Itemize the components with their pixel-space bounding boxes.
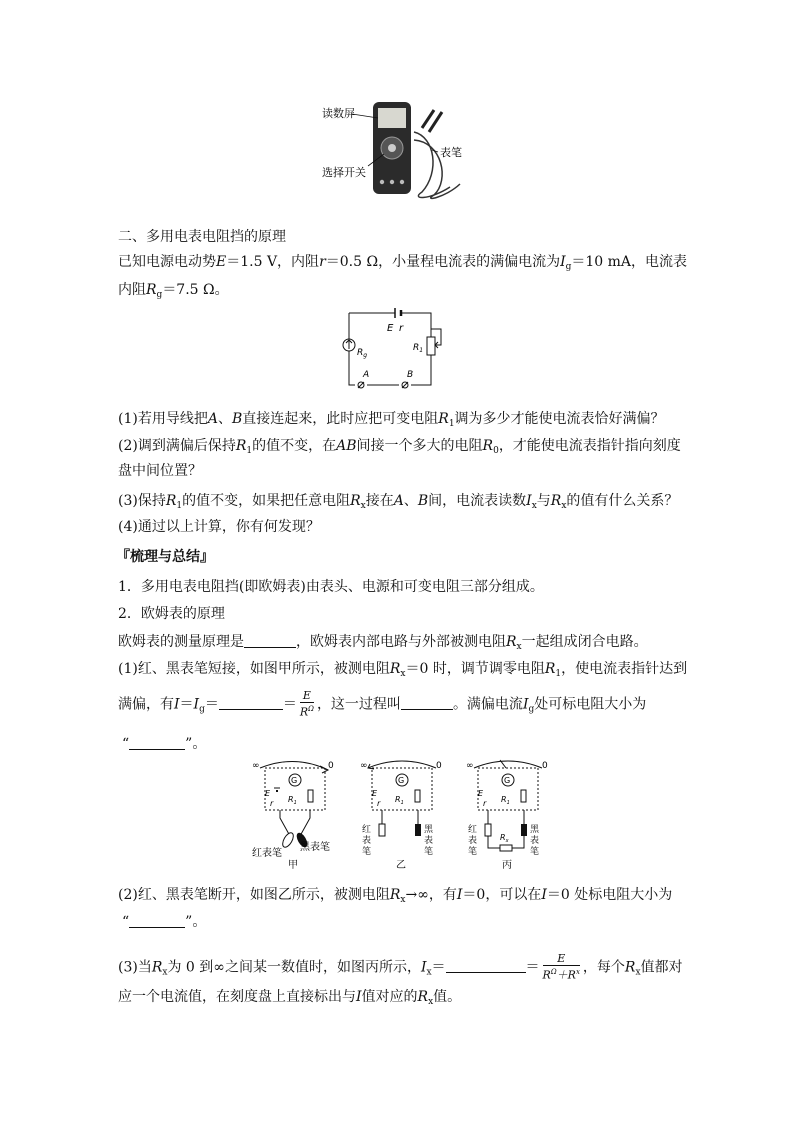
step-3: (3)当$R_x$为 0 到∞之间某一数值时，如图丙所示，$I_x=$ ＝ $\frac{E}{R^\Omega+R^x}$ ，每个$R_x$值都对	[118, 952, 683, 982]
switch-label: 选择开关	[322, 166, 366, 179]
svg-text:笔: 笔	[424, 847, 434, 857]
caption-bing: 丙	[502, 860, 512, 871]
caption-yi: 乙	[396, 860, 406, 871]
question-2: (2)调到满偏后保持$R_1$的值不变，在AB间接一个多大的电阻$R_0$，才能使电流表指针指向刻度	[118, 438, 681, 456]
svg-text:r: r	[377, 799, 381, 808]
svg-text:表: 表	[468, 836, 478, 846]
step-1: (1)红、黑表笔短接，如图甲所示，被测电阻$R_x=0$ 时，调节调零电阻$R_1$，使电流表指针达到	[118, 661, 688, 679]
ohmmeter-principle: 欧姆表的测量原理是 ，欧姆表内部电路与外部被测电阻$R_x$一起组成闭合电路。	[118, 634, 648, 652]
svg-text:R1: $R_1$	[395, 795, 404, 806]
svg-text:G: G	[398, 776, 405, 785]
panel-bing	[466, 760, 548, 871]
svg-text:Rg: $R_g$	[357, 348, 368, 359]
svg-text:红: 红	[468, 825, 478, 835]
svg-text:笔: 笔	[362, 847, 372, 857]
step-1-answer: “ ”。	[122, 736, 207, 752]
summary-point-2: 2．欧姆表的原理	[118, 606, 225, 622]
variable-resistor-r1	[427, 337, 435, 355]
svg-text:∞: ∞	[252, 761, 260, 771]
question-2-cont: 盘中间位置？	[118, 463, 202, 479]
step-2: (2)红、黑表笔断开，如图乙所示，被测电阻$R_x\to\infty$，有I＝0，可以在I＝0 处标电阻大小为	[118, 887, 673, 905]
intro-line-2: 内阻$R_g=7.5$ Ω。	[118, 282, 229, 300]
panel-yi	[360, 761, 442, 871]
step-1-cont: 满偏，有$I=I_g=$ ＝ $\frac{E}{R^\Omega}$ ，这一过程叫 。满偏电流$I_g$处可标电阻大小为	[118, 689, 647, 719]
ohmmeter-figures	[250, 758, 550, 873]
svg-text:R1: $R_1$	[288, 795, 297, 806]
svg-text:∞: ∞	[360, 761, 368, 771]
question-4: (4)通过以上计算，你有何发现？	[118, 519, 320, 535]
screen-label: 读数屏	[322, 107, 355, 120]
intro-line-1: 已知电源电动势E＝1.5 V，内阻r＝0.5 Ω，小量程电流表的满偏电流为$I_g=10$ mA，电流表	[118, 254, 688, 272]
step-3-cont: 应一个电流值，在刻度盘上直接标出与I值对应的$R_x$值。	[118, 989, 462, 1007]
svg-text:E: E	[265, 789, 271, 798]
summary-point-1: 1．多用电表电阻挡(即欧姆表)由表头、电源和可变电阻三部分组成。	[118, 579, 544, 595]
svg-text:黑表笔: 黑表笔	[300, 842, 330, 853]
selector-knob	[388, 144, 396, 152]
red-probe	[281, 831, 296, 849]
svg-text:表: 表	[362, 836, 372, 846]
svg-text:表: 表	[424, 836, 434, 846]
svg-text:0: 0	[328, 761, 334, 771]
svg-text:R1: $R_1$	[413, 343, 424, 354]
circuit-diagram	[335, 305, 470, 400]
step-2-answer: “ ”。	[122, 914, 207, 930]
blank-current-expression[interactable]	[446, 960, 526, 973]
label-a: A	[363, 370, 370, 380]
svg-text:r: r	[399, 323, 404, 334]
caption-jia: 甲	[288, 860, 298, 871]
blank-principle[interactable]	[244, 635, 296, 648]
blank-full-scale-value[interactable]	[129, 737, 185, 750]
section-heading: 二、多用电表电阻挡的原理	[118, 229, 286, 245]
svg-text:E: E	[372, 789, 378, 798]
blank-internal-resistance[interactable]	[219, 697, 283, 710]
svg-text:E: E	[478, 789, 484, 798]
probe-lead-1	[414, 132, 450, 197]
svg-text:笔: 笔	[530, 847, 540, 857]
summary-heading: 『梳理与总结』	[116, 549, 214, 565]
blank-open-circuit-value[interactable]	[129, 915, 185, 928]
svg-text:0: 0	[542, 761, 548, 771]
question-3: (3)保持$R_1$的值不变，如果把任意电阻$R_x$接在A、B间，电流表读数$I_x$与$R_x$的值有什么关系？	[118, 493, 679, 511]
panel-jia	[252, 761, 334, 871]
fraction-e-over-r: $\frac{E}{R^\Omega}$	[299, 689, 314, 719]
label-b: B	[407, 370, 414, 380]
svg-text:G: G	[291, 776, 298, 785]
svg-text:红表笔: 红表笔	[252, 848, 282, 859]
fraction-e-over-sum: $\frac{E}{R^\Omega+R^x}$	[542, 952, 580, 982]
svg-text:∞: ∞	[466, 761, 474, 771]
svg-text:R1: $R_1$	[501, 795, 510, 806]
svg-text:表: 表	[530, 836, 540, 846]
multimeter-screen	[378, 108, 406, 128]
svg-text:r: r	[270, 799, 274, 808]
svg-text:E: E	[387, 323, 394, 334]
svg-text:Rx: $R_x$	[500, 833, 509, 844]
svg-text:笔: 笔	[468, 847, 478, 857]
svg-text:红: 红	[362, 825, 372, 835]
svg-text:黑: 黑	[530, 825, 540, 835]
probe-label: 表笔	[440, 146, 462, 159]
svg-text:G: G	[504, 776, 511, 785]
blank-process-name[interactable]	[401, 697, 453, 710]
scale-arc	[260, 761, 328, 770]
svg-text:r: r	[483, 799, 487, 808]
svg-text:0: 0	[436, 761, 442, 771]
question-1: (1)若用导线把A、B直接连起来，此时应把可变电阻$R_1$调为多少才能使电流表恰好满偏？	[118, 411, 665, 429]
svg-text:黑: 黑	[424, 825, 434, 835]
rx-resistor	[500, 845, 512, 851]
multimeter-figure	[310, 92, 490, 202]
